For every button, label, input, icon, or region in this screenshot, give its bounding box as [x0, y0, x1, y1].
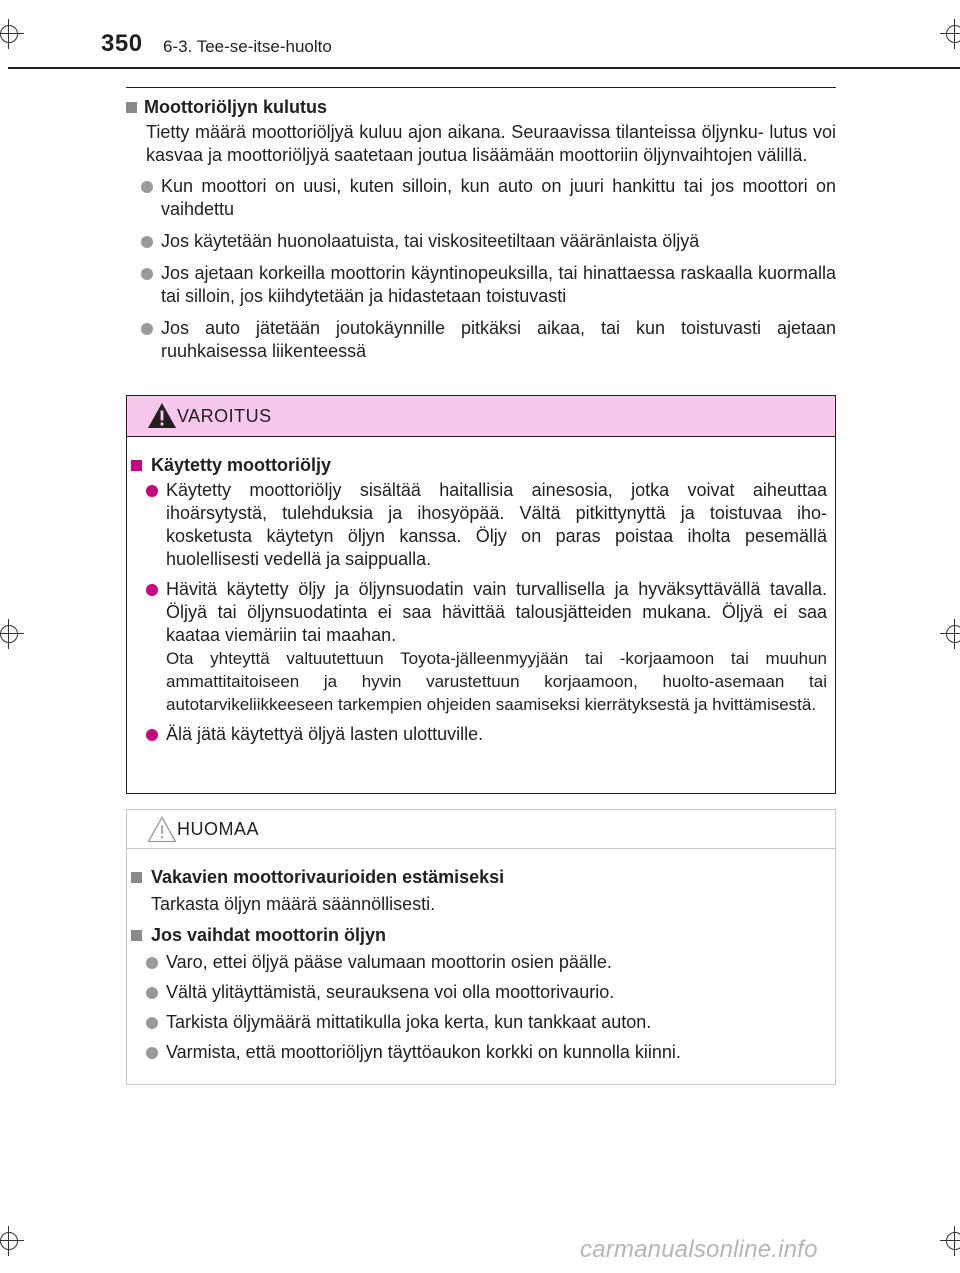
- square-bullet-icon: [131, 930, 142, 941]
- header-rule: [8, 67, 960, 69]
- warning-triangle-icon: [147, 402, 177, 429]
- round-bullet-icon: [146, 1047, 158, 1059]
- notice-heading-2-text: Jos vaihdat moottorin öljyn: [151, 925, 387, 945]
- square-bullet-icon: [131, 872, 142, 883]
- list-item-text: Jos käytetään huonolaatuista, tai viskositeetiltaan vääränlaista öljyä: [161, 231, 700, 251]
- notice-heading-2: [131, 924, 827, 947]
- list-item-text: Varmista, että moottoriöljyn täyttöaukon korkki on kunnolla kiinni.: [166, 1042, 681, 1062]
- warning-heading-text: Käytetty moottoriöljy: [151, 455, 332, 475]
- round-bullet-icon: [141, 323, 153, 335]
- consumption-heading: [126, 96, 836, 119]
- round-bullet-icon: [146, 584, 158, 596]
- list-item-extra-text: Ota yhteyttä valtuutettuun Toyota-jälleenmyyjään tai -korjaamoon tai muuhun ammattitaitoiseen ja hyvin varustettuun korjaamoon, huolto-asemaan tai autotarvikeliikkeeseen tarkempien ohjeiden saamiseksi kierrätyksestä ja hvittämisestä.: [166, 649, 827, 714]
- warning-title: VAROITUS: [177, 406, 272, 426]
- round-bullet-icon: [146, 485, 158, 497]
- warning-body: [127, 437, 835, 746]
- notice-title: HUOMAA: [177, 819, 260, 839]
- consumption-heading-text: Moottoriöljyn kulutus: [144, 97, 327, 117]
- warning-heading: [131, 454, 827, 477]
- registration-mark-bottom-right: [940, 1226, 960, 1256]
- list-item: [126, 262, 836, 308]
- list-item-text: Tarkista öljymäärä mittatikulla joka kerta, kun tankkaat auton.: [166, 1012, 652, 1032]
- notice-heading-1-text: Vakavien moottorivaurioiden estämiseksi: [151, 867, 505, 887]
- watermark-logo: carmanualsonline.info: [580, 1236, 818, 1263]
- list-item: [126, 175, 836, 221]
- notice-heading-1: [131, 866, 827, 889]
- warning-header: [127, 396, 835, 437]
- list-item: [131, 981, 827, 1004]
- registration-mark-mid-left: [0, 619, 24, 649]
- notice-body: [127, 849, 835, 1064]
- registration-mark-bottom-left: [0, 1226, 24, 1256]
- list-item-text: Varo, ettei öljyä pääse valumaan moottorin osien päälle.: [166, 952, 612, 972]
- notice-header: [127, 810, 835, 849]
- list-item-text: Hävitä käytetty öljy ja öljynsuodatin vain turvallisella ja hyväksyttävällä tavalla. Öljyä tai öljynsuodatinta ei saa hävittää talousjätteiden mukana. Öljyä ei saa kaataa viemäriin tai maahan.: [166, 579, 827, 645]
- list-item: [131, 723, 827, 746]
- caution-triangle-icon: [147, 816, 177, 843]
- consumption-intro: Tietty määrä moottoriöljyä kuluu ajon aikana. Seuraavissa tilanteissa öljynku- lutus voi kasvaa ja moottoriöljyä saatetaan joutua lisäämään moottoriin öljynvaihtojen välillä.: [146, 122, 836, 165]
- square-bullet-icon: [126, 102, 137, 113]
- round-bullet-icon: [146, 957, 158, 969]
- list-item: [131, 479, 827, 571]
- round-bullet-icon: [141, 268, 153, 280]
- registration-mark-top-left: [0, 19, 24, 49]
- warning-box: [126, 395, 836, 794]
- list-item-text: Älä jätä käytettyä öljyä lasten ulottuville.: [166, 724, 484, 744]
- list-item-text: Jos auto jätetään joutokäynnille pitkäksi aikaa, tai kun toistuvasti ajetaan ruuhkaisessa liikenteessä: [161, 318, 836, 361]
- round-bullet-icon: [146, 1017, 158, 1029]
- list-item: [126, 317, 836, 363]
- registration-mark-top-right: [940, 19, 960, 49]
- notice-text-1: Tarkasta öljyn määrä säännöllisesti.: [151, 894, 436, 914]
- list-item: [131, 578, 827, 716]
- oil-consumption-section: [126, 96, 836, 372]
- notice-box: [126, 809, 836, 1085]
- round-bullet-icon: [141, 181, 153, 193]
- page-number: 350: [101, 30, 143, 57]
- list-item: [131, 1011, 827, 1034]
- content-top-rule: [126, 87, 836, 88]
- list-item: [131, 951, 827, 974]
- list-item-text: Käytetty moottoriöljy sisältää haitallisia ainesosia, jotka voivat aiheuttaa ihoärsytystä, tulehduksia ja ihosyöpää. Vältä pitkittynyttä ja toistuvaa iho- kosketusta käytetyn öljyn kanssa. Öljy on paras poistaa iholta pesemällä huolellisesti vedellä ja saippualla.: [166, 480, 827, 569]
- registration-mark-mid-right: [940, 619, 960, 649]
- square-bullet-icon: [131, 460, 142, 471]
- list-item: [126, 230, 836, 253]
- list-item-text: Jos ajetaan korkeilla moottorin käyntinopeuksilla, tai hinattaessa raskaalla kuormalla tai silloin, jos kiihdytetään ja hidastetaan toistuvasti: [161, 263, 836, 306]
- list-item: [131, 1041, 827, 1064]
- section-title: 6-3. Tee-se-itse-huolto: [163, 37, 332, 56]
- round-bullet-icon: [141, 236, 153, 248]
- list-item-text: Kun moottori on uusi, kuten silloin, kun auto on juuri hankittu tai jos moottori on vaihdettu: [161, 176, 836, 219]
- round-bullet-icon: [146, 987, 158, 999]
- list-item-text: Vältä ylitäyttämistä, seurauksena voi olla moottorivaurio.: [166, 982, 615, 1002]
- round-bullet-icon: [146, 729, 158, 741]
